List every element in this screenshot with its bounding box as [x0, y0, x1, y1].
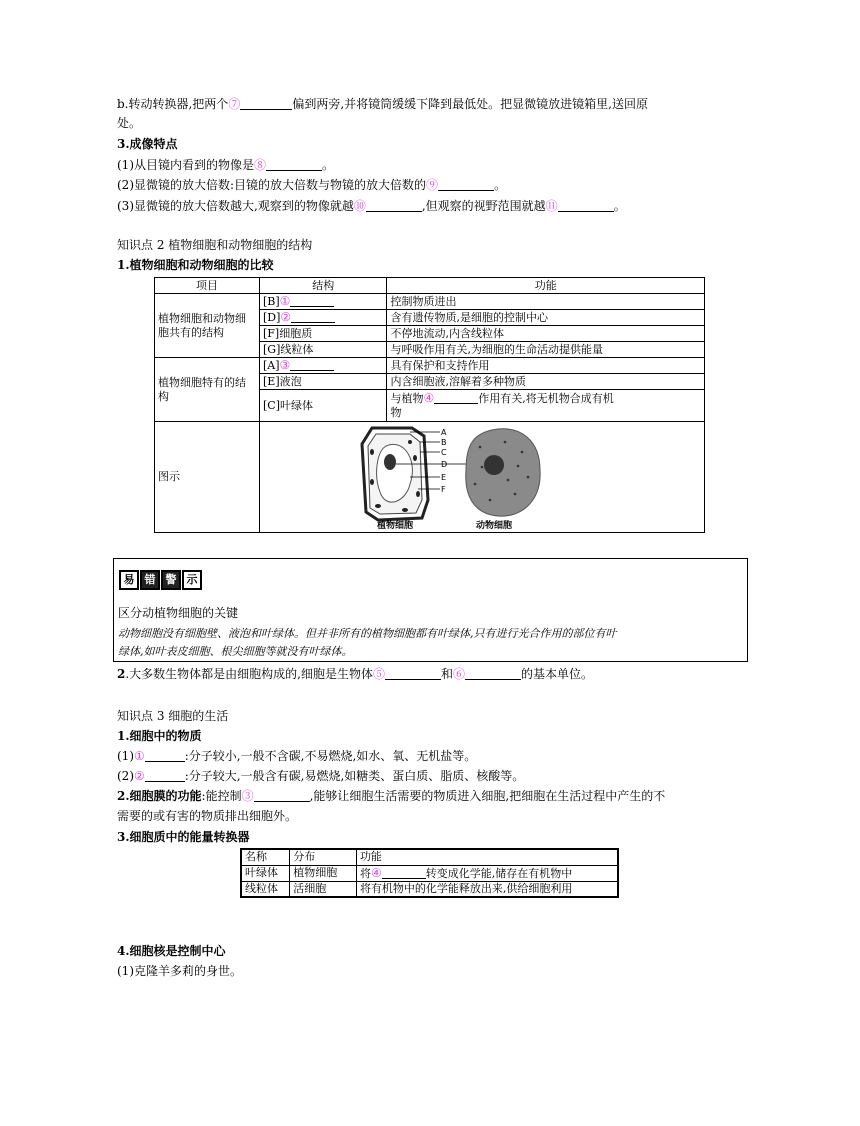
text: [B]: [263, 295, 280, 308]
heading-number: 2: [117, 667, 126, 681]
label-B: B: [441, 438, 447, 447]
text: 。: [613, 199, 626, 213]
answer-blank[interactable]: [254, 789, 310, 802]
text: 偏到两旁,并将镜筒缓缓下降到最低处。把显微镜放进镜箱里,送回原: [292, 97, 648, 111]
text: 与植物: [390, 392, 424, 405]
answer-mark: ②: [134, 769, 145, 783]
text: 将: [359, 866, 371, 880]
heading-text: .植物细胞和动物细胞的比较: [125, 258, 274, 272]
cell-diagram: [260, 422, 704, 532]
figure-cell: [260, 422, 705, 533]
answer-mark: ①: [134, 749, 145, 763]
answer-mark: ③: [241, 789, 254, 803]
text: ,但观察的视野范围就越: [421, 199, 546, 213]
answer-mark: ⑤: [373, 667, 386, 681]
heading-number: 2: [117, 789, 126, 803]
function-cell: 具有保护和支持作用: [387, 358, 705, 374]
heading-number: 4: [117, 944, 126, 958]
answer-mark: ⑩: [353, 199, 366, 213]
answer-mark: ⑧: [254, 158, 267, 172]
text: (1): [117, 749, 134, 763]
section-title: 知识点 3 细胞的生活: [117, 709, 229, 723]
table-cell: 将有机物中的化学能释放出来,供给细胞利用: [356, 881, 618, 897]
answer-blank[interactable]: [145, 769, 185, 782]
table-header: 项目: [155, 278, 260, 294]
table-cell: 活细胞: [290, 881, 357, 897]
text: 转变成化学能,储存在有机物中: [425, 866, 573, 880]
warning-badge: [119, 570, 202, 590]
structure-cell: [C]叶绿体: [260, 390, 387, 422]
energy-converter-table: [240, 848, 619, 898]
text: 和: [441, 667, 454, 681]
structure-cell: [E]液泡: [260, 374, 387, 390]
badge-char: 警: [161, 570, 181, 590]
heading: [117, 257, 274, 273]
text: 。: [494, 178, 507, 192]
text: ,能够让细胞生活需要的物质进入细胞,把细胞在生活过程中产生的不: [309, 789, 666, 803]
structure-cell: [F]细胞质: [260, 326, 387, 342]
paragraph-line: [117, 666, 593, 682]
warning-text: 动物细胞没有细胞壁、液泡和叶绿体。但并非所有的植物细胞都有叶绿体,只有进行光合作用的部位有叶: [118, 627, 617, 640]
heading-text: .细胞核是控制中心: [125, 944, 226, 958]
answer-blank[interactable]: [438, 178, 494, 191]
label-A: A: [441, 428, 447, 437]
function-cell: 内含细胞液,溶解着多种物质: [387, 374, 705, 390]
answer-mark: ②: [280, 310, 292, 324]
answer-blank[interactable]: [382, 866, 426, 879]
text: :能控制: [201, 789, 242, 803]
text: 作用有关,将无机物合成有机: [478, 392, 614, 405]
answer-blank[interactable]: [385, 667, 441, 680]
structure-cell: [260, 358, 387, 374]
label-E: E: [441, 473, 447, 482]
heading-number: 3: [117, 830, 126, 844]
heading-text: .细胞膜的功能: [125, 789, 202, 803]
paragraph-line: [117, 768, 524, 784]
cell-comparison-table: [154, 277, 705, 533]
label-C: C: [441, 448, 447, 457]
answer-mark: ⑦: [228, 97, 241, 111]
answer-mark: ④: [370, 865, 382, 880]
answer-mark: ⑪: [545, 199, 558, 213]
warning-title: 区分动植物细胞的关键: [118, 606, 239, 620]
text: 物: [390, 406, 402, 419]
table-header: 功能: [387, 278, 705, 294]
function-cell: [387, 390, 705, 422]
answer-mark: ⑨: [426, 178, 439, 192]
text: (3)显微镜的放大倍数越大,观察到的物像就越: [117, 199, 354, 213]
paragraph-line: 处。: [117, 116, 142, 130]
answer-blank[interactable]: [266, 158, 322, 171]
paragraph-line: [117, 177, 506, 193]
animal-cell-figure: [466, 429, 540, 516]
answer-blank[interactable]: [558, 199, 614, 212]
table-cell: [356, 865, 618, 881]
text: (2): [117, 769, 134, 783]
text: [D]: [263, 311, 281, 324]
paragraph-line: [117, 157, 334, 173]
answer-blank[interactable]: [291, 310, 335, 323]
answer-mark: ④: [423, 391, 435, 405]
plant-cell-caption: 植物细胞: [377, 521, 414, 531]
paragraph-line: 需要的或有害的物质排出细胞外。: [117, 809, 298, 823]
paragraph-line: [117, 748, 476, 764]
function-cell: 不停地流动,内含线粒体: [387, 326, 705, 342]
answer-blank[interactable]: [465, 667, 521, 680]
section-title: 知识点 2 植物细胞和动物细胞的结构: [117, 238, 313, 252]
heading: [117, 728, 202, 744]
text: [A]: [263, 359, 280, 372]
heading-text: .细胞质中的能量转换器: [125, 830, 250, 844]
text: :分子较大,一般含有碳,易燃烧,如糖类、蛋白质、脂质、核酸等。: [184, 769, 525, 783]
warning-box: [113, 558, 748, 662]
structure-cell: [260, 310, 387, 326]
paragraph-line: [117, 788, 665, 804]
heading: [117, 943, 226, 959]
answer-blank[interactable]: [290, 294, 334, 307]
paragraph-line: [117, 96, 648, 112]
paragraph-line: [117, 198, 626, 214]
row-label: 植物细胞和动物细胞共有的结构: [155, 294, 260, 358]
structure-cell: [260, 294, 387, 310]
warning-text: 绿体,如叶表皮细胞、根尖细胞等就没有叶绿体。: [118, 645, 353, 658]
paragraph-line: (1)克隆羊多莉的身世。: [117, 964, 242, 978]
structure-cell: [G]线粒体: [260, 342, 387, 358]
function-cell: 与呼吸作用有关,为细胞的生命活动提供能量: [387, 342, 705, 358]
table-header: 功能: [356, 849, 618, 865]
badge-char: 易: [119, 570, 139, 590]
answer-blank[interactable]: [145, 749, 185, 762]
heading-number: 3: [117, 137, 126, 151]
heading: [117, 136, 178, 152]
heading-number: 1: [117, 729, 126, 743]
badge-char: 错: [140, 570, 160, 590]
row-label: 图示: [155, 422, 260, 533]
table-cell: 线粒体: [241, 881, 290, 897]
text: :分子较小,一般不含碳,不易燃烧,如水、氧、无机盐等。: [184, 749, 477, 763]
text: 的基本单位。: [521, 667, 594, 681]
label-D: D: [441, 460, 448, 469]
table-cell: 植物细胞: [290, 865, 357, 881]
text: (2)显微镜的放大倍数:目镜的放大倍数与物镜的放大倍数的: [117, 178, 427, 192]
heading: [117, 829, 250, 845]
answer-blank[interactable]: [290, 358, 334, 371]
text: b.转动转换器,把两个: [117, 97, 229, 111]
table-cell: 叶绿体: [241, 865, 290, 881]
answer-blank[interactable]: [366, 199, 422, 212]
heading-number: 1: [117, 258, 126, 272]
row-label: 植物细胞特有的结构: [155, 358, 260, 422]
table-header: 结构: [260, 278, 387, 294]
answer-mark: ⑥: [453, 667, 466, 681]
answer-mark: ③: [279, 358, 291, 372]
text: 。: [322, 158, 335, 172]
text: (1)从目镜内看到的物像是: [117, 158, 254, 172]
table-header: 名称: [241, 849, 290, 865]
badge-char: 示: [182, 570, 202, 590]
heading-text: .细胞中的物质: [125, 729, 202, 743]
answer-mark: ①: [279, 294, 291, 308]
function-cell: 含有遗传物质,是细胞的控制中心: [387, 310, 705, 326]
answer-blank[interactable]: [240, 97, 292, 110]
table-header: 分布: [290, 849, 357, 865]
text: .大多数生物体都是由细胞构成的,细胞是生物体: [125, 667, 373, 681]
answer-blank[interactable]: [434, 391, 478, 404]
function-cell: 控制物质进出: [387, 294, 705, 310]
animal-cell-caption: 动物细胞: [476, 521, 513, 531]
label-F: F: [441, 485, 446, 494]
heading-text: .成像特点: [125, 137, 178, 151]
